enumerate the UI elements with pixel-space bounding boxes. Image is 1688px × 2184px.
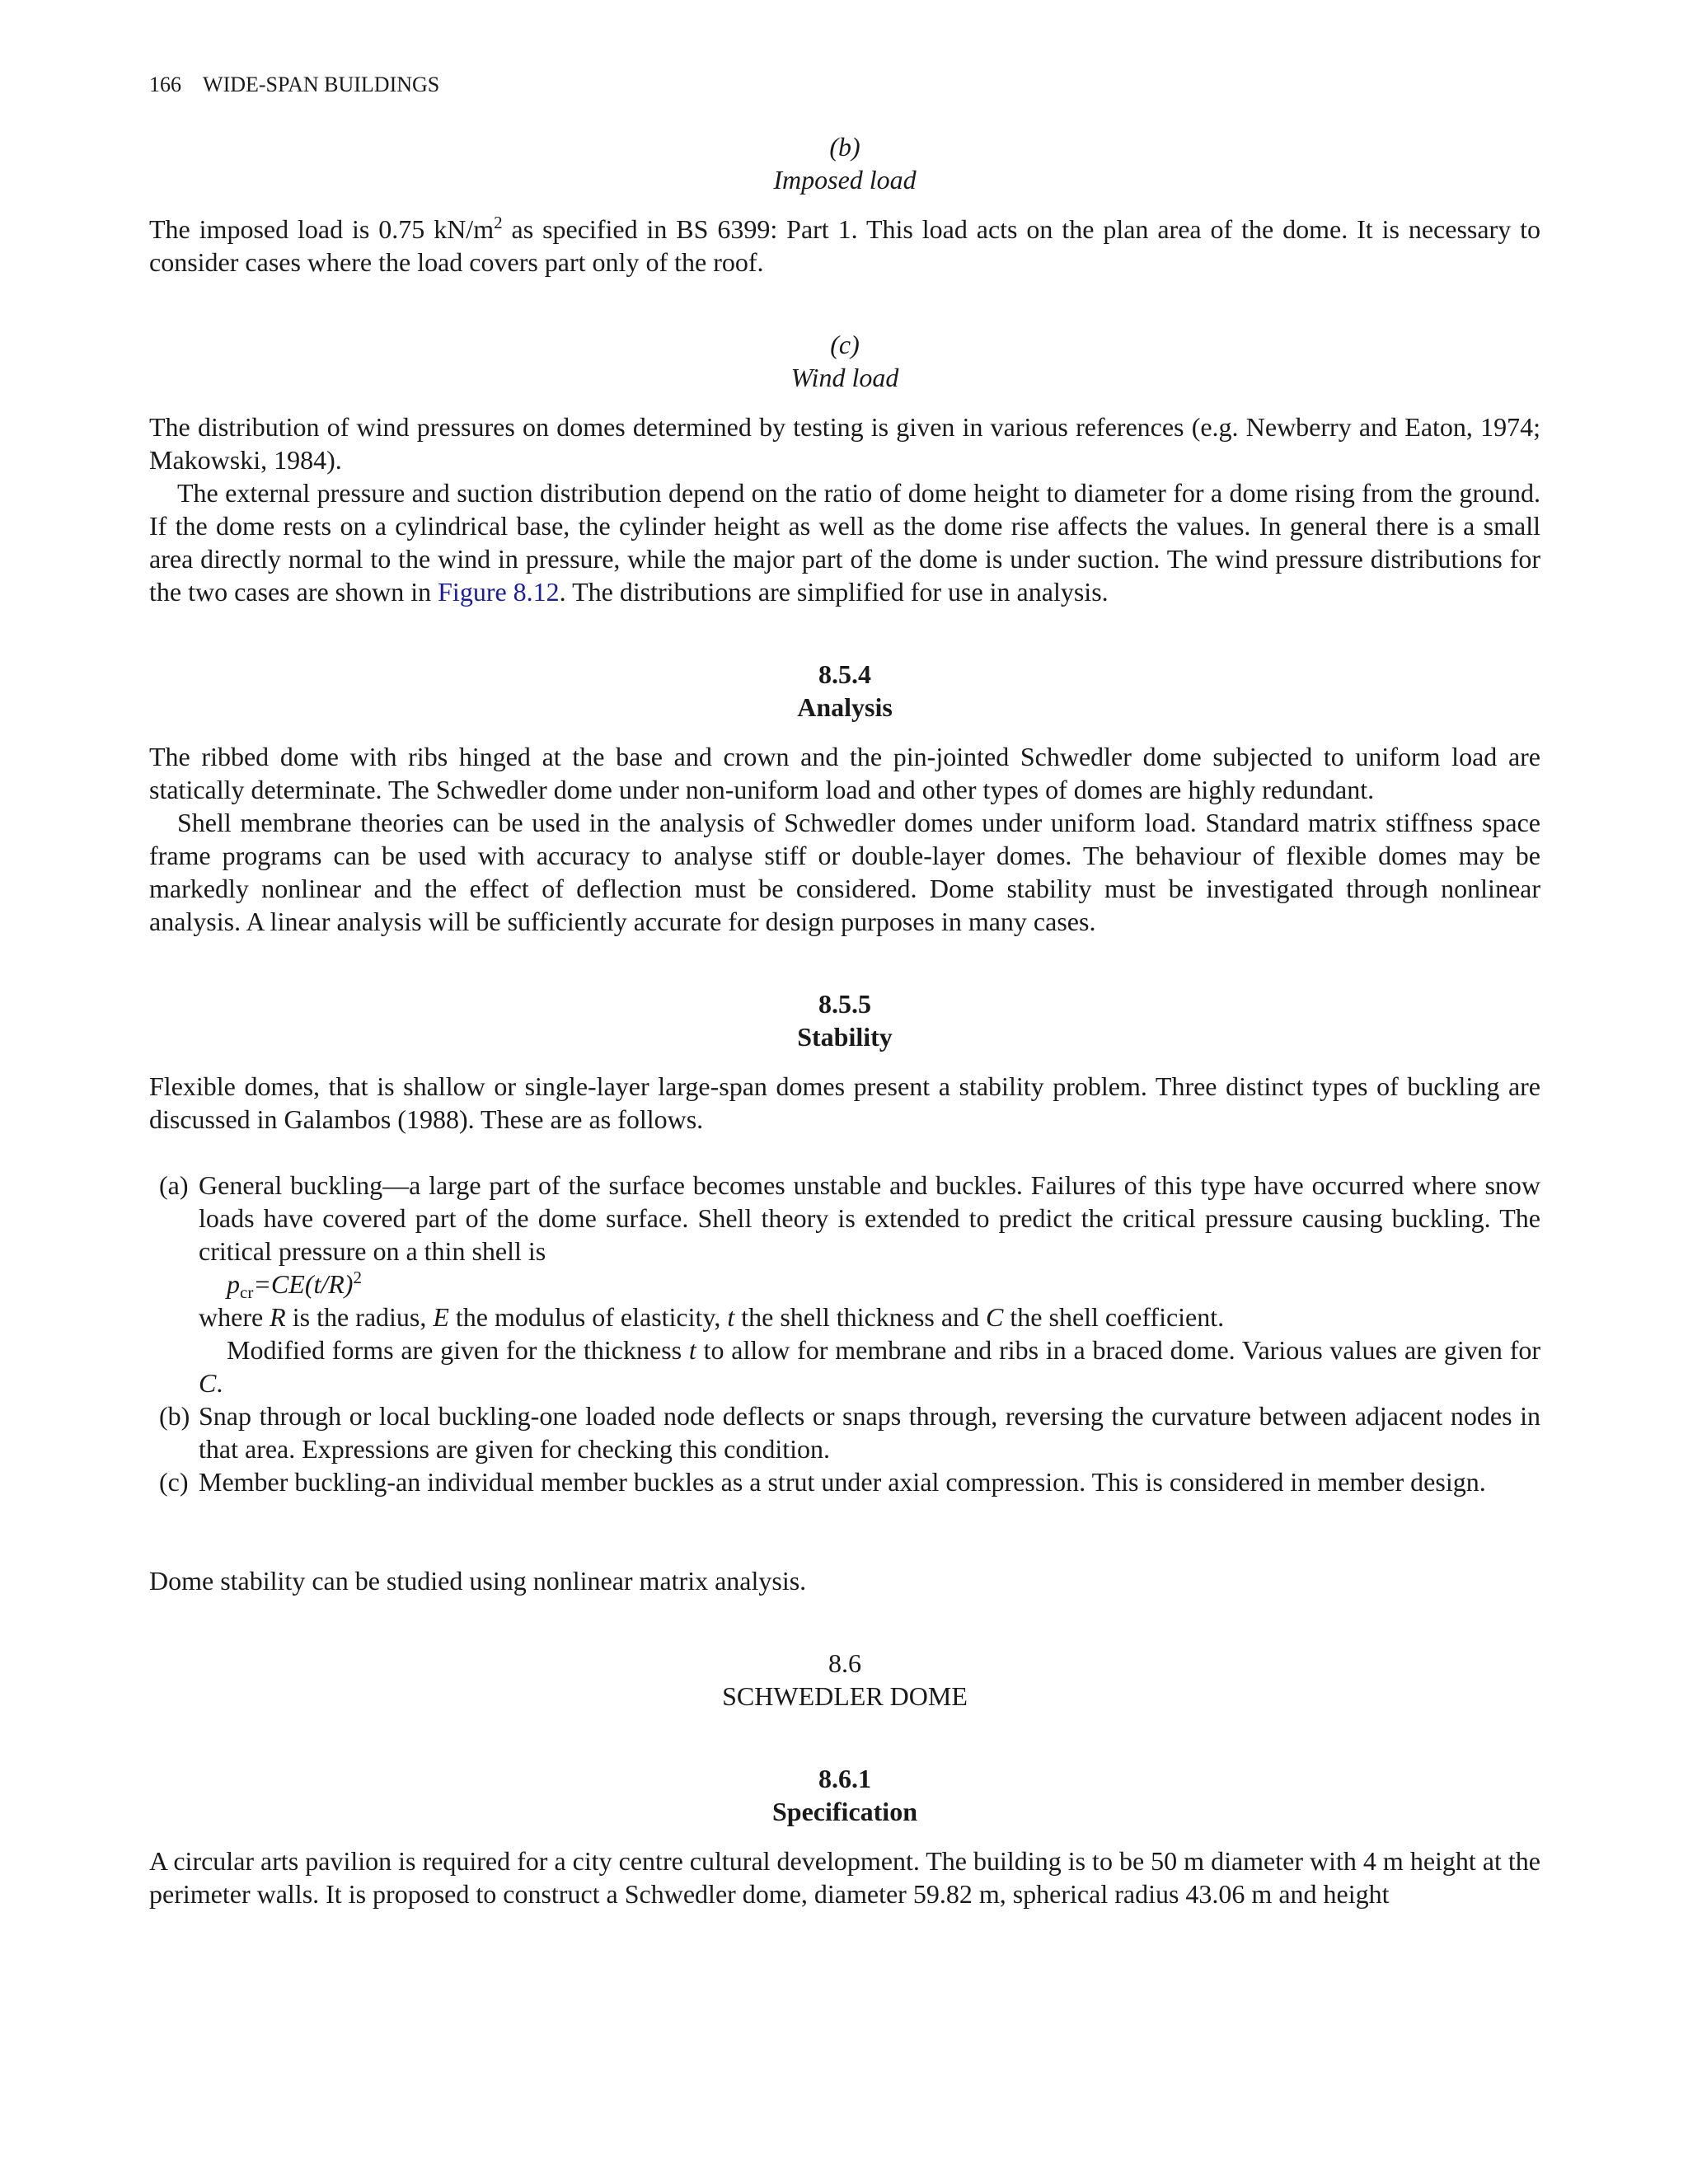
superscript: 2 — [353, 1268, 362, 1287]
list-item — [149, 1399, 1540, 1465]
section-title: Imposed load — [773, 165, 917, 194]
figure-link[interactable]: Figure 8.12 — [438, 577, 560, 607]
section-heading-specification — [149, 1762, 1540, 1828]
running-title: WIDE-SPAN BUILDINGS — [203, 73, 440, 96]
list-marker: (c) — [159, 1467, 189, 1497]
formula-symbol: p — [227, 1269, 240, 1299]
section-title: Stability — [797, 1022, 893, 1052]
text-run: is the radius, — [285, 1302, 434, 1332]
text-run: The external pressure and suction distribution depend on the ratio of dome height to diameter for a dome rising from the ground. If the dome rests on a cylindrical base, the cylinder height as well as the dome rise affects the values. In general there is a small area directly normal to the wind in pressure, while the major part of the dome is under suction. The wind pressure distributions for the two cases are shown in — [149, 478, 1540, 607]
section-title: Specification — [772, 1797, 917, 1826]
buckling-types-list — [149, 1169, 1540, 1498]
variable: C — [986, 1302, 1004, 1332]
formula-expression: =CE(t/R) — [253, 1269, 354, 1299]
text-run: where — [199, 1302, 270, 1332]
page-body — [149, 130, 1540, 1910]
section-number: (c) — [830, 330, 860, 359]
running-header — [149, 71, 439, 99]
section-heading-wind-load — [149, 328, 1540, 394]
variable: E — [433, 1302, 449, 1332]
formula — [199, 1268, 1540, 1301]
paragraph: The distribution of wind pressures on domes determined by testing is given in various references (e.g. Newberry and Eaton, 1974; Makowski, 1984). — [149, 412, 1540, 475]
text-run: to allow for membrane and ribs in a braced dome. Various values are given for — [696, 1335, 1541, 1365]
text-run: . The distributions are simplified for use in analysis. — [559, 577, 1109, 607]
variable: t — [727, 1302, 735, 1332]
section-title: Wind load — [790, 363, 899, 392]
variable: C — [199, 1368, 217, 1398]
list-marker: (a) — [159, 1170, 189, 1200]
variable: R — [270, 1302, 286, 1332]
section-heading-imposed-load — [149, 130, 1540, 196]
text-run: the shell coefficient. — [1003, 1302, 1225, 1332]
paragraph: Flexible domes, that is shallow or single-layer large-span domes present a stability problem. Three distinct types of buckling are discussed in Galambos (1988). These are as follows. — [149, 1071, 1540, 1134]
text-run: The imposed load is 0.75 kN/m — [149, 214, 495, 244]
section-number: 8.5.5 — [818, 989, 871, 1019]
list-item-text: Snap through or local buckling-one loaded node deflects or snaps through, reversing the curvature between adjacent nodes in that area. Expressions are given for checking this condition. — [199, 1401, 1540, 1464]
section-number: (b) — [829, 132, 860, 162]
paragraph: Shell membrane theories can be used in the analysis of Schwedler domes under uniform load. Standard matrix stiffness space frame programs can be used with accuracy to analyse stiff or double-layer domes. The behaviour of flexible domes may be markedly nonlinear and the effect of deflection must be considered. Dome stability must be investigated through nonlinear analysis. A linear analysis will be sufficiently accurate for design purposes in many cases. — [149, 808, 1540, 936]
text-run: . — [216, 1368, 223, 1398]
section-number: 8.6.1 — [818, 1764, 871, 1793]
section-heading-analysis — [149, 658, 1540, 724]
list-item-text — [199, 1333, 1540, 1399]
paragraph: The ribbed dome with ribs hinged at the base and crown and the pin-jointed Schwedler dome subjected to uniform load are statically determinate. The Schwedler dome under non-uniform load and other types of domes are highly redundant. — [149, 742, 1540, 804]
superscript: 2 — [494, 213, 503, 232]
variable: t — [688, 1335, 696, 1365]
section-title: SCHWEDLER DOME — [722, 1681, 968, 1711]
text-run: Modified forms are given for the thickness — [227, 1335, 689, 1365]
text-run: the shell thickness and — [734, 1302, 987, 1332]
list-marker: (b) — [159, 1401, 190, 1431]
text-run: as specified in BS 6399: Part 1. This load acts on the plan area of the dome. It is necessary to consider cases where the load covers part only of the roof. — [149, 214, 1541, 277]
list-item-text: General buckling—a large part of the surface becomes unstable and buckles. Failures of this type have occurred where snow loads have covered part of the dome surface. Shell theory is extended to predict the critical pressure causing buckling. The critical pressure on a thin shell is — [199, 1170, 1540, 1266]
list-item-text: Member buckling-an individual member buckles as a strut under axial compression. This is considered in member design. — [199, 1467, 1486, 1497]
paragraph — [149, 476, 1540, 608]
subscript: cr — [240, 1282, 254, 1302]
paragraph — [149, 213, 1540, 279]
paragraph: Dome stability can be studied using nonlinear matrix analysis. — [149, 1566, 807, 1596]
text-run: the modulus of elasticity, — [448, 1302, 728, 1332]
list-item — [149, 1465, 1540, 1498]
section-number: 8.5.4 — [818, 659, 871, 689]
chapter-section-heading-schwedler-dome — [149, 1647, 1540, 1713]
section-heading-stability — [149, 987, 1540, 1053]
list-item — [149, 1169, 1540, 1399]
section-title: Analysis — [797, 692, 893, 722]
page-number: 166 — [149, 73, 181, 96]
section-number: 8.6 — [828, 1648, 861, 1678]
paragraph: A circular arts pavilion is required for a city centre cultural development. The building is to be 50 m diameter with 4 m height at the perimeter walls. It is proposed to construct a Schwedler dome, diameter 59.82 m, spherical radius 43.06 m and height — [149, 1846, 1540, 1909]
formula-definition — [199, 1301, 1540, 1333]
